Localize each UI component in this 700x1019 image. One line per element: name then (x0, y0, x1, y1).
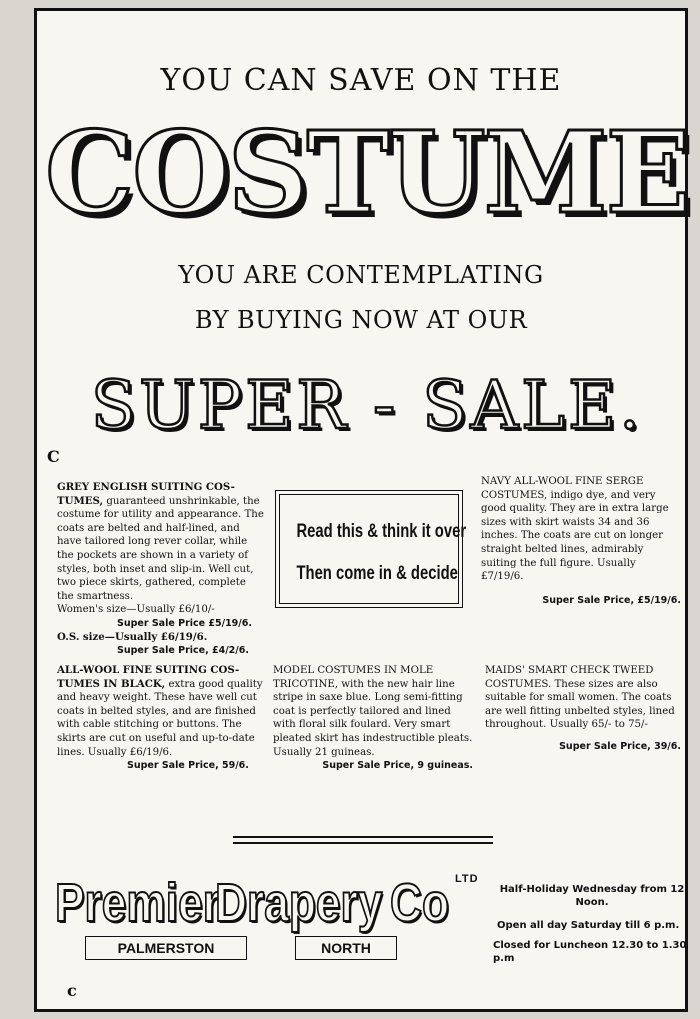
item-maids-title: MAIDS' SMART CHECK TWEED COSTUMES. (485, 665, 654, 690)
item-navy-title: NAVY ALL-WOOL FINE SERGE (481, 476, 644, 487)
divider-rule-bottom (233, 842, 493, 844)
ornament-c-bottom: c (67, 981, 77, 1000)
logo-location-north: NORTH (295, 936, 397, 960)
hours-saturday: Open all day Saturday till 6 p.m. (497, 920, 680, 931)
item-grey-body: guaranteed unshrinkable, the costume for utility and appearance. The coats are belted and half-lined, and have tailored long rever collar, while the pockets are shown in a variety of styles, both inset and slip-in. Well cut, two piece skirts, gathered, complete the smartness. (57, 495, 264, 602)
hours-half-holiday: Half-Holiday Wednesday from 12 Noon. (499, 884, 685, 908)
callout-line1: Read this & think it over (296, 521, 467, 542)
headline-top: YOU CAN SAVE ON THE (160, 63, 562, 98)
item-model-costumes (273, 664, 473, 773)
headline-buying-now: BY BUYING NOW AT OUR (194, 306, 528, 334)
item-navy-serge (481, 475, 681, 607)
headline-costume: COSTUME (45, 108, 689, 239)
item-navy-price: Super Sale Price, £5/19/6. (542, 594, 681, 606)
item-model-body: with the new hair line stripe in saxe blue. Long semi-fitting coat is perfectly tailored and lined with floral silk foulard. Very smart pleated skirt has indestructible pleats. Usually 21 guineas. (273, 678, 473, 758)
item-maids-price: Super Sale Price, 39/6. (559, 740, 681, 752)
item-model-price: Super Sale Price, 9 guineas. (322, 760, 473, 772)
item-allwool-title: ALL-WOOL FINE SUITING COS-TUMES IN BLACK, (57, 664, 240, 690)
callout-box (275, 490, 467, 608)
logo-premier: Premier (55, 873, 220, 933)
callout-line2: Then come in & decide (296, 563, 458, 584)
logo-co: Co (390, 873, 450, 933)
logo-location-palmerston: PALMERSTON (85, 936, 247, 960)
item-grey-suiting (57, 481, 265, 658)
item-maids-body: These sizes are also suitable for small women. The coats are well fitting unbelted styles, lined throughout. Usually 65/- to 75/- (485, 678, 675, 731)
advertisement-page (34, 8, 688, 1012)
item-grey-womens-price: Super Sale Price £5/19/6. (117, 617, 252, 629)
headline-contemplating: YOU ARE CONTEMPLATING (178, 261, 544, 289)
store-logo (55, 871, 479, 981)
logo-drapery: Drapery (215, 873, 383, 933)
item-grey-womens: Women's size—Usually £6/10/- (57, 604, 215, 616)
item-grey-title: GREY ENGLISH SUITING COS-TUMES, (57, 481, 235, 507)
callout-inner-border (279, 494, 467, 604)
logo-ltd: LTD (455, 873, 479, 885)
item-allwool-price: Super Sale Price, 59/6. (127, 760, 249, 772)
item-maids-tweed (485, 664, 681, 754)
hours-luncheon: Closed for Luncheon 12.30 to 1.30 p.m (493, 940, 687, 964)
item-navy-body: COSTUMES, indigo dye, and very good quality. They are in extra large sizes with skirt waists 34 and 36 inches. The coats are cut on longer straight belted lines, admirably suiting the full figure. Usually £7/19/6. (481, 489, 669, 583)
divider-rule-top (233, 836, 493, 838)
ornament-c: C (47, 447, 60, 466)
item-all-wool (57, 664, 267, 773)
item-model-title: MODEL COSTUMES IN MOLE TRICOTINE, (273, 665, 434, 690)
headline-super-sale: SUPER - SALE. (90, 367, 644, 444)
item-grey-os: O.S. size—Usually £6/19/6. (57, 630, 208, 643)
item-grey-os-price: Super Sale Price, £4/2/6. (117, 645, 249, 657)
item-allwool-body: extra good quality and heavy weight. These have well cut coats in belted styles, and are finished with cable stitching or buttons. The skirts are cut on useful and up-to-date lines. Usually £6/19/6. (57, 678, 263, 758)
